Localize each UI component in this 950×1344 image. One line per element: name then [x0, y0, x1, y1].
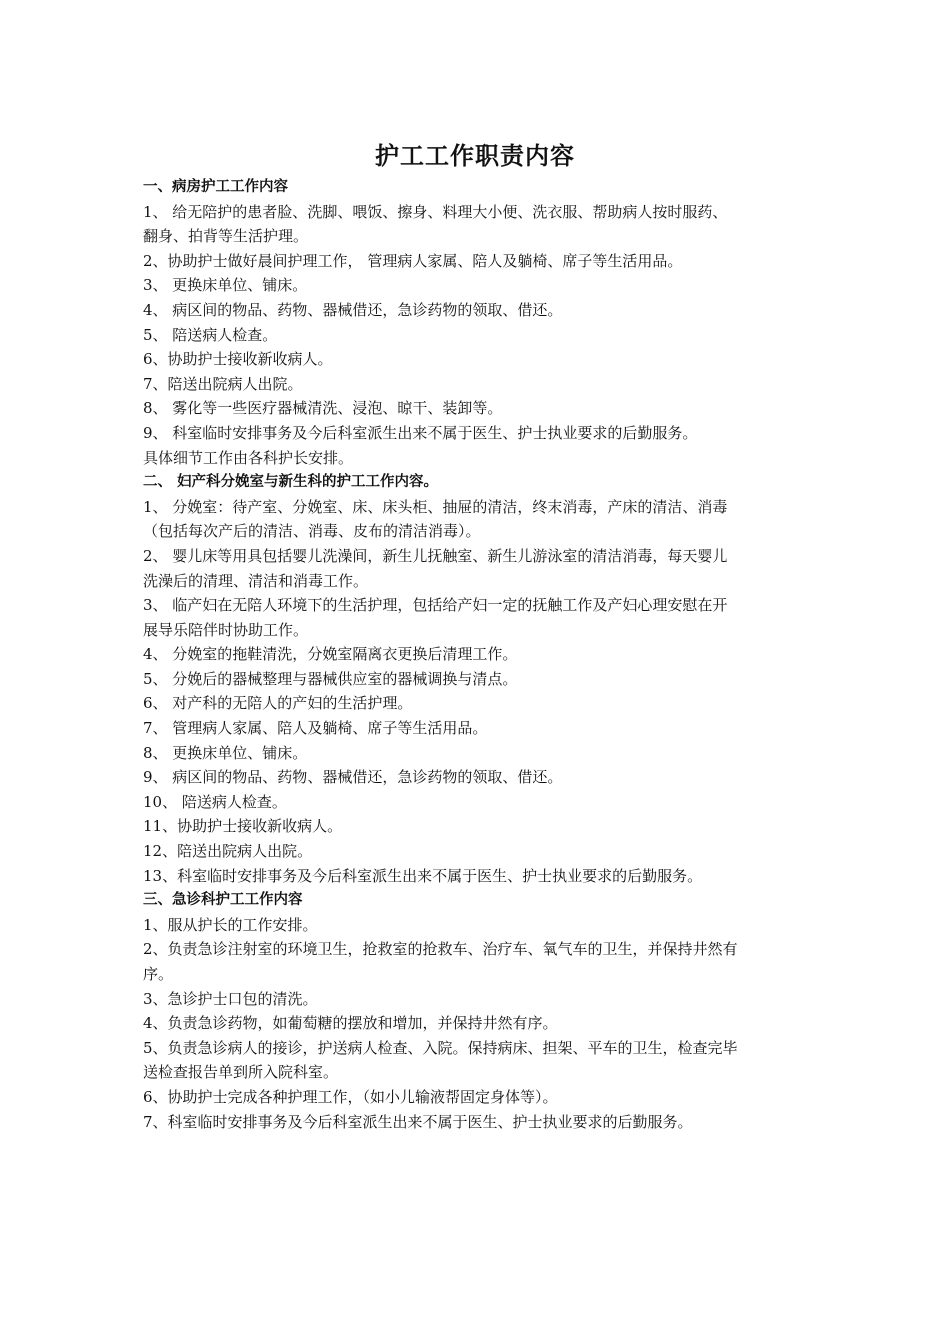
text-line: （包括每次产后的清洁、消毒、皮布的清洁消毒）。: [143, 522, 481, 541]
document-title: 护工工作职责内容: [375, 142, 575, 170]
text-line: 8、 雾化等一些医疗器械清洗、浸泡、晾干、装卸等。: [143, 399, 503, 418]
section-heading: 三、急诊科护工工作内容: [143, 892, 303, 909]
text-line: 3、 更换床单位、铺床。: [143, 276, 308, 295]
text-line: 2、协助护士做好晨间护理工作， 管理病人家属、陪人及躺椅、席子等生活用品。: [143, 251, 683, 270]
text-line: 6、协助护士完成各种护理工作，（如小儿输液帮固定身体等）。: [143, 1087, 558, 1106]
text-line: 9、 科室临时安排事务及今后科室派生出来不属于医生、护士执业要求的后勤服务。: [143, 423, 698, 442]
text-line: 3、 临产妇在无陪人环境下的生活护理，包括给产妇一定的抚触工作及产妇心理安慰在开: [143, 596, 728, 615]
text-line: 翻身、拍背等生活护理。: [143, 227, 309, 246]
text-line: 11、协助护士接收新收病人。: [143, 817, 343, 836]
text-line: 4、负责急诊药物，如葡萄糖的摆放和增加，并保持井然有序。: [143, 1014, 558, 1033]
text-line: 1、 给无陪护的患者脸、洗脚、喂饭、擦身、料理大小便、洗衣服、帮助病人按时服药、: [143, 202, 728, 221]
text-line: 5、负责急诊病人的接诊，护送病人检查、入院。保持病床、担架、平车的卫生，检查完毕: [143, 1038, 738, 1057]
text-line: 1、服从护长的工作安排。: [143, 915, 318, 934]
text-line: 5、 陪送病人检查。: [143, 325, 278, 344]
text-line: 7、 管理病人家属、陪人及躺椅、席子等生活用品。: [143, 719, 488, 738]
text-line: 3、急诊护士口包的清洗。: [143, 989, 318, 1008]
text-line: 8、 更换床单位、铺床。: [143, 743, 308, 762]
text-line: 13、科室临时安排事务及今后科室派生出来不属于医生、护士执业要求的后勤服务。: [143, 866, 703, 885]
text-line: 2、负责急诊注射室的环境卫生，抢救室的抢救车、治疗车、氧气车的卫生，并保持井然有: [143, 940, 738, 959]
text-line: 具体细节工作由各科护长安排。: [143, 448, 354, 467]
text-line: 6、协助护士接收新收病人。: [143, 350, 333, 369]
text-line: 2、 婴儿床等用具包括婴儿洗澡间，新生儿抚触室、新生儿游泳室的清洁消毒，每天婴儿: [143, 546, 728, 565]
text-line: 5、 分娩后的器械整理与器械供应室的器械调换与清点。: [143, 669, 518, 688]
section-heading: 一、病房护工工作内容: [143, 179, 288, 195]
text-line: 1、 分娩室：待产室、分娩室、床、床头柜、抽屉的清洁，终末消毒，产床的清洁、消毒: [143, 497, 728, 516]
text-line: 洗澡后的清理、清洁和消毒工作。: [143, 571, 369, 590]
text-line: 4、 分娩室的拖鞋清洗，分娩室隔离衣更换后清理工作。: [143, 645, 518, 664]
text-line: 送检查报告单到所入院科室。: [143, 1063, 339, 1082]
text-line: 展导乐陪伴时协助工作。: [143, 620, 309, 639]
text-line: 12、陪送出院病人出院。: [143, 842, 313, 861]
text-line: 10、 陪送病人检查。: [143, 792, 287, 811]
document-body: [143, 175, 815, 1134]
text-line: 7、陪送出院病人出院。: [143, 374, 303, 393]
text-line: 6、 对产科的无陪人的产妇的生活护理。: [143, 694, 413, 713]
text-line: 4、 病区间的物品、药物、器械借还，急诊药物的领取、借还。: [143, 300, 563, 319]
text-line: 9、 病区间的物品、药物、器械借还，急诊药物的领取、借还。: [143, 768, 563, 787]
section-heading: 二、 妇产科分娩室与新生科的护工工作内容。: [143, 474, 439, 491]
text-line: 7、科室临时安排事务及今后科室派生出来不属于医生、护士执业要求的后勤服务。: [143, 1112, 693, 1131]
text-line: 序。: [143, 965, 174, 983]
